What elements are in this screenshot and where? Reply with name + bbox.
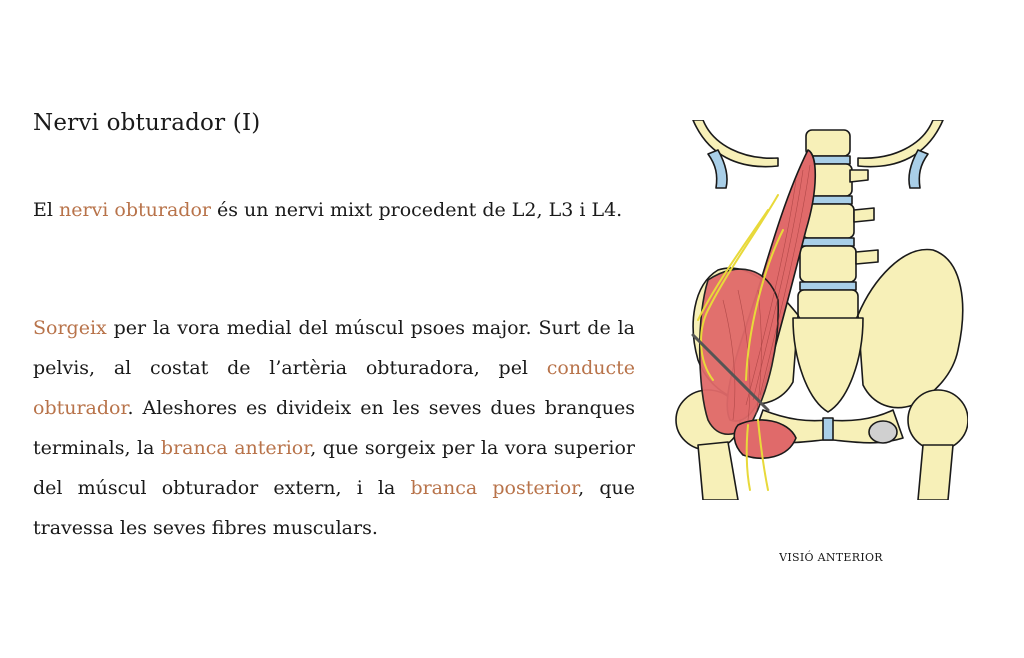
page-title: Nervi obturador (I) (33, 110, 261, 136)
disc (800, 282, 856, 290)
vertebra (798, 290, 858, 320)
disc (802, 238, 854, 246)
highlight-sorgeix: Sorgeix (33, 317, 107, 339)
vertebra (800, 246, 856, 282)
femoral-head-right (908, 390, 968, 450)
femur-right (918, 445, 953, 500)
text-segment: El (33, 199, 59, 221)
rib-right (858, 120, 943, 167)
text-segment: , que sorgeix per la vora superior del múscul obturador extern, i la (33, 437, 635, 499)
symphysis (823, 418, 833, 440)
text-segment: per la vora medial del múscul psoes major. Surt de la pelvis, al costat de l’artèria obturadora, pel (33, 317, 635, 379)
text-segment: , que travessa les seves fibres musculars. (33, 477, 635, 539)
femur-left (698, 442, 738, 500)
highlight-branca-posterior: branca posterior (410, 477, 579, 499)
rib-left (693, 120, 778, 167)
text-segment: és un nervi mixt procedent de L2, L3 i L4. (210, 199, 623, 221)
vertebra (806, 130, 850, 156)
highlight-conducte-obturador: conducte obturador (33, 357, 635, 419)
ilium-right (858, 250, 963, 408)
sacrum (793, 318, 863, 412)
intro-paragraph (33, 190, 635, 230)
highlight-branca-anterior: branca anterior (160, 437, 311, 459)
figure-caption: VISIÓ ANTERIOR (779, 551, 883, 564)
text-segment: . Aleshores es divideix en les seves dues branques terminals, la (33, 397, 635, 459)
pelvis-illustration (668, 120, 968, 500)
obturator-foramen (869, 421, 897, 443)
description-paragraph (33, 308, 635, 548)
highlight-nervi-obturador: nervi obturador (59, 199, 211, 221)
